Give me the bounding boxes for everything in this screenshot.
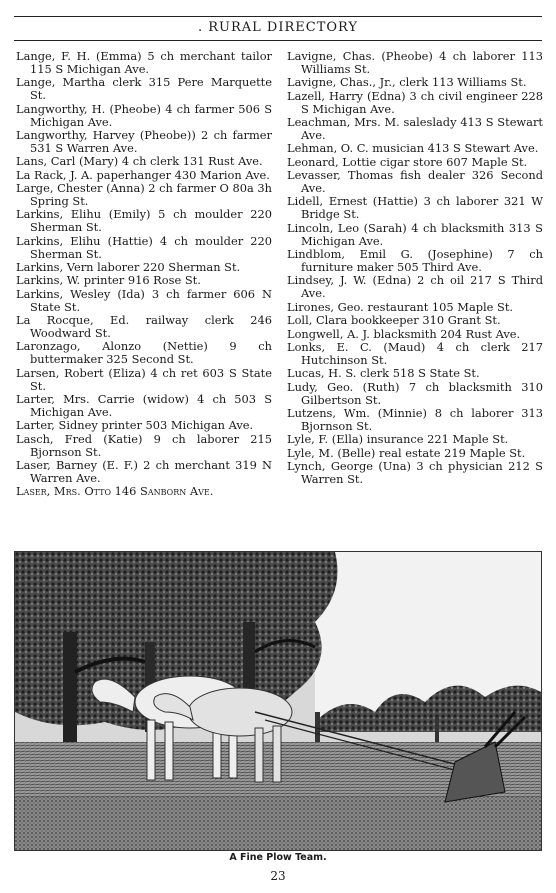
directory-entry: Lavigne, Chas., Jr., clerk 113 Williams St. xyxy=(287,75,527,90)
directory-entry: Lynch, George (Una) 3 ch physician 212 S Warren St. xyxy=(287,459,543,486)
header-top-rule xyxy=(14,16,542,17)
directory-entry: Laronzago, Alonzo (Nettie) 9 ch buttermaker 325 Second St. xyxy=(16,339,272,367)
page-header-title: . RURAL DIRECTORY xyxy=(197,20,359,35)
directory-entry: Large, Chester (Anna) 2 ch farmer O 80a 3h Spring St. xyxy=(16,181,273,208)
directory-entry: Ludy, Geo. (Ruth) 7 ch blacksmith 310 Gilbertson St. xyxy=(287,379,543,407)
directory-entry: La Rocque, Ed. railway clerk 246 Woodward St. xyxy=(16,313,272,341)
directory-entry: Larkins, Wesley (Ida) 3 ch farmer 606 N State St. xyxy=(16,286,272,314)
directory-entry: Laser, Barney (E. F.) 2 ch merchant 319 N Warren Ave. xyxy=(16,458,272,485)
directory-entry: Lange, Martha clerk 315 Pere Marquette St. xyxy=(16,75,272,103)
directory-entry: Lavigne, Chas. (Pheobe) 4 ch laborer 113 Williams St. xyxy=(287,49,543,76)
directory-entry: Langworthy, H. (Pheobe) 4 ch farmer 506 S Michigan Ave. xyxy=(16,101,272,129)
directory-entry: Larkins, Vern laborer 220 Sherman St. xyxy=(16,260,241,274)
left-column xyxy=(16,50,272,499)
directory-entry: Lyle, F. (Ella) insurance 221 Maple St. xyxy=(287,432,509,447)
directory-entry: Lonks, E. C. (Maud) 4 ch clerk 217 Hutchinson St. xyxy=(287,339,543,367)
directory-entry: La Rack, J. A. paperhanger 430 Marion Ave. xyxy=(16,167,270,182)
directory-entry: Lehman, O. C. musician 413 S Stewart Ave. xyxy=(287,141,539,156)
directory-entry: Lirones, Geo. restaurant 105 Maple St. xyxy=(287,299,514,314)
directory-entry: Larsen, Robert (Eliza) 4 ch ret 603 S State St. xyxy=(16,365,272,393)
directory-entry: Larter, Mrs. Carrie (widow) 4 ch 503 S Michigan Ave. xyxy=(16,392,272,419)
directory-entry: Lindsey, J. W. (Edna) 2 ch oil 217 S Third Ave. xyxy=(287,273,543,301)
photo-caption: A Fine Plow Team. xyxy=(229,852,327,863)
directory-entry: Lindblom, Emil G. (Josephine) 7 ch furniture maker 505 Third Ave. xyxy=(287,247,543,274)
directory-entry: Lans, Carl (Mary) 4 ch clerk 131 Rust Ave. xyxy=(16,154,263,169)
directory-entry: Lutzens, Wm. (Minnie) 8 ch laborer 313 Bjornson St. xyxy=(287,405,543,433)
header-bottom-rule xyxy=(14,40,542,41)
directory-entry: Longwell, A. J. blacksmith 204 Rust Ave. xyxy=(287,326,521,341)
directory-entry: Larter, Sidney printer 503 Michigan Ave. xyxy=(16,418,254,433)
directory-entry: Lazell, Harry (Edna) 3 ch civil engineer 228 S Michigan Ave. xyxy=(287,88,543,116)
directory-entry: Larkins, W. printer 916 Rose St. xyxy=(16,273,201,288)
directory-entry: Lyle, M. (Belle) real estate 219 Maple St. xyxy=(287,445,526,460)
directory-entry: Leachman, Mrs. M. saleslady 413 S Stewart Ave. xyxy=(287,115,543,142)
directory-entry: Langworthy, Harvey (Pheobe)) 2 ch farmer 531 S Warren Ave. xyxy=(16,127,272,155)
directory-entry: Lincoln, Leo (Sarah) 4 ch blacksmith 313 S Michigan Ave. xyxy=(287,220,543,248)
directory-entry: Larkins, Elihu (Emily) 5 ch moulder 220 Sherman St. xyxy=(16,207,272,235)
right-column xyxy=(287,50,543,486)
directory-entry: Lidell, Ernest (Hattie) 3 ch laborer 321 W Bridge St. xyxy=(287,194,543,222)
directory-entry: Leonard, Lottie cigar store 607 Maple St. xyxy=(287,154,528,169)
directory-entry: Lasch, Fred (Katie) 9 ch laborer 215 Bjornson St. xyxy=(16,431,272,459)
directory-entry: Larkins, Elihu (Hattie) 4 ch moulder 220 Sherman St. xyxy=(16,233,272,261)
directory-entry: Laser, Mrs. Otto 146 Sanborn Ave. xyxy=(16,484,214,499)
directory-entry: Lange, F. H. (Emma) 5 ch merchant tailor 115 S Michigan Ave. xyxy=(16,49,272,76)
page-number: 23 xyxy=(270,869,286,883)
directory-entry: Loll, Clara bookkeeper 310 Grant St. xyxy=(287,313,501,328)
plow-team-photo xyxy=(14,551,542,851)
directory-entry: Lucas, H. S. clerk 518 S State St. xyxy=(287,366,480,381)
directory-entry: Levasser, Thomas fish dealer 326 Second Ave. xyxy=(287,168,543,196)
